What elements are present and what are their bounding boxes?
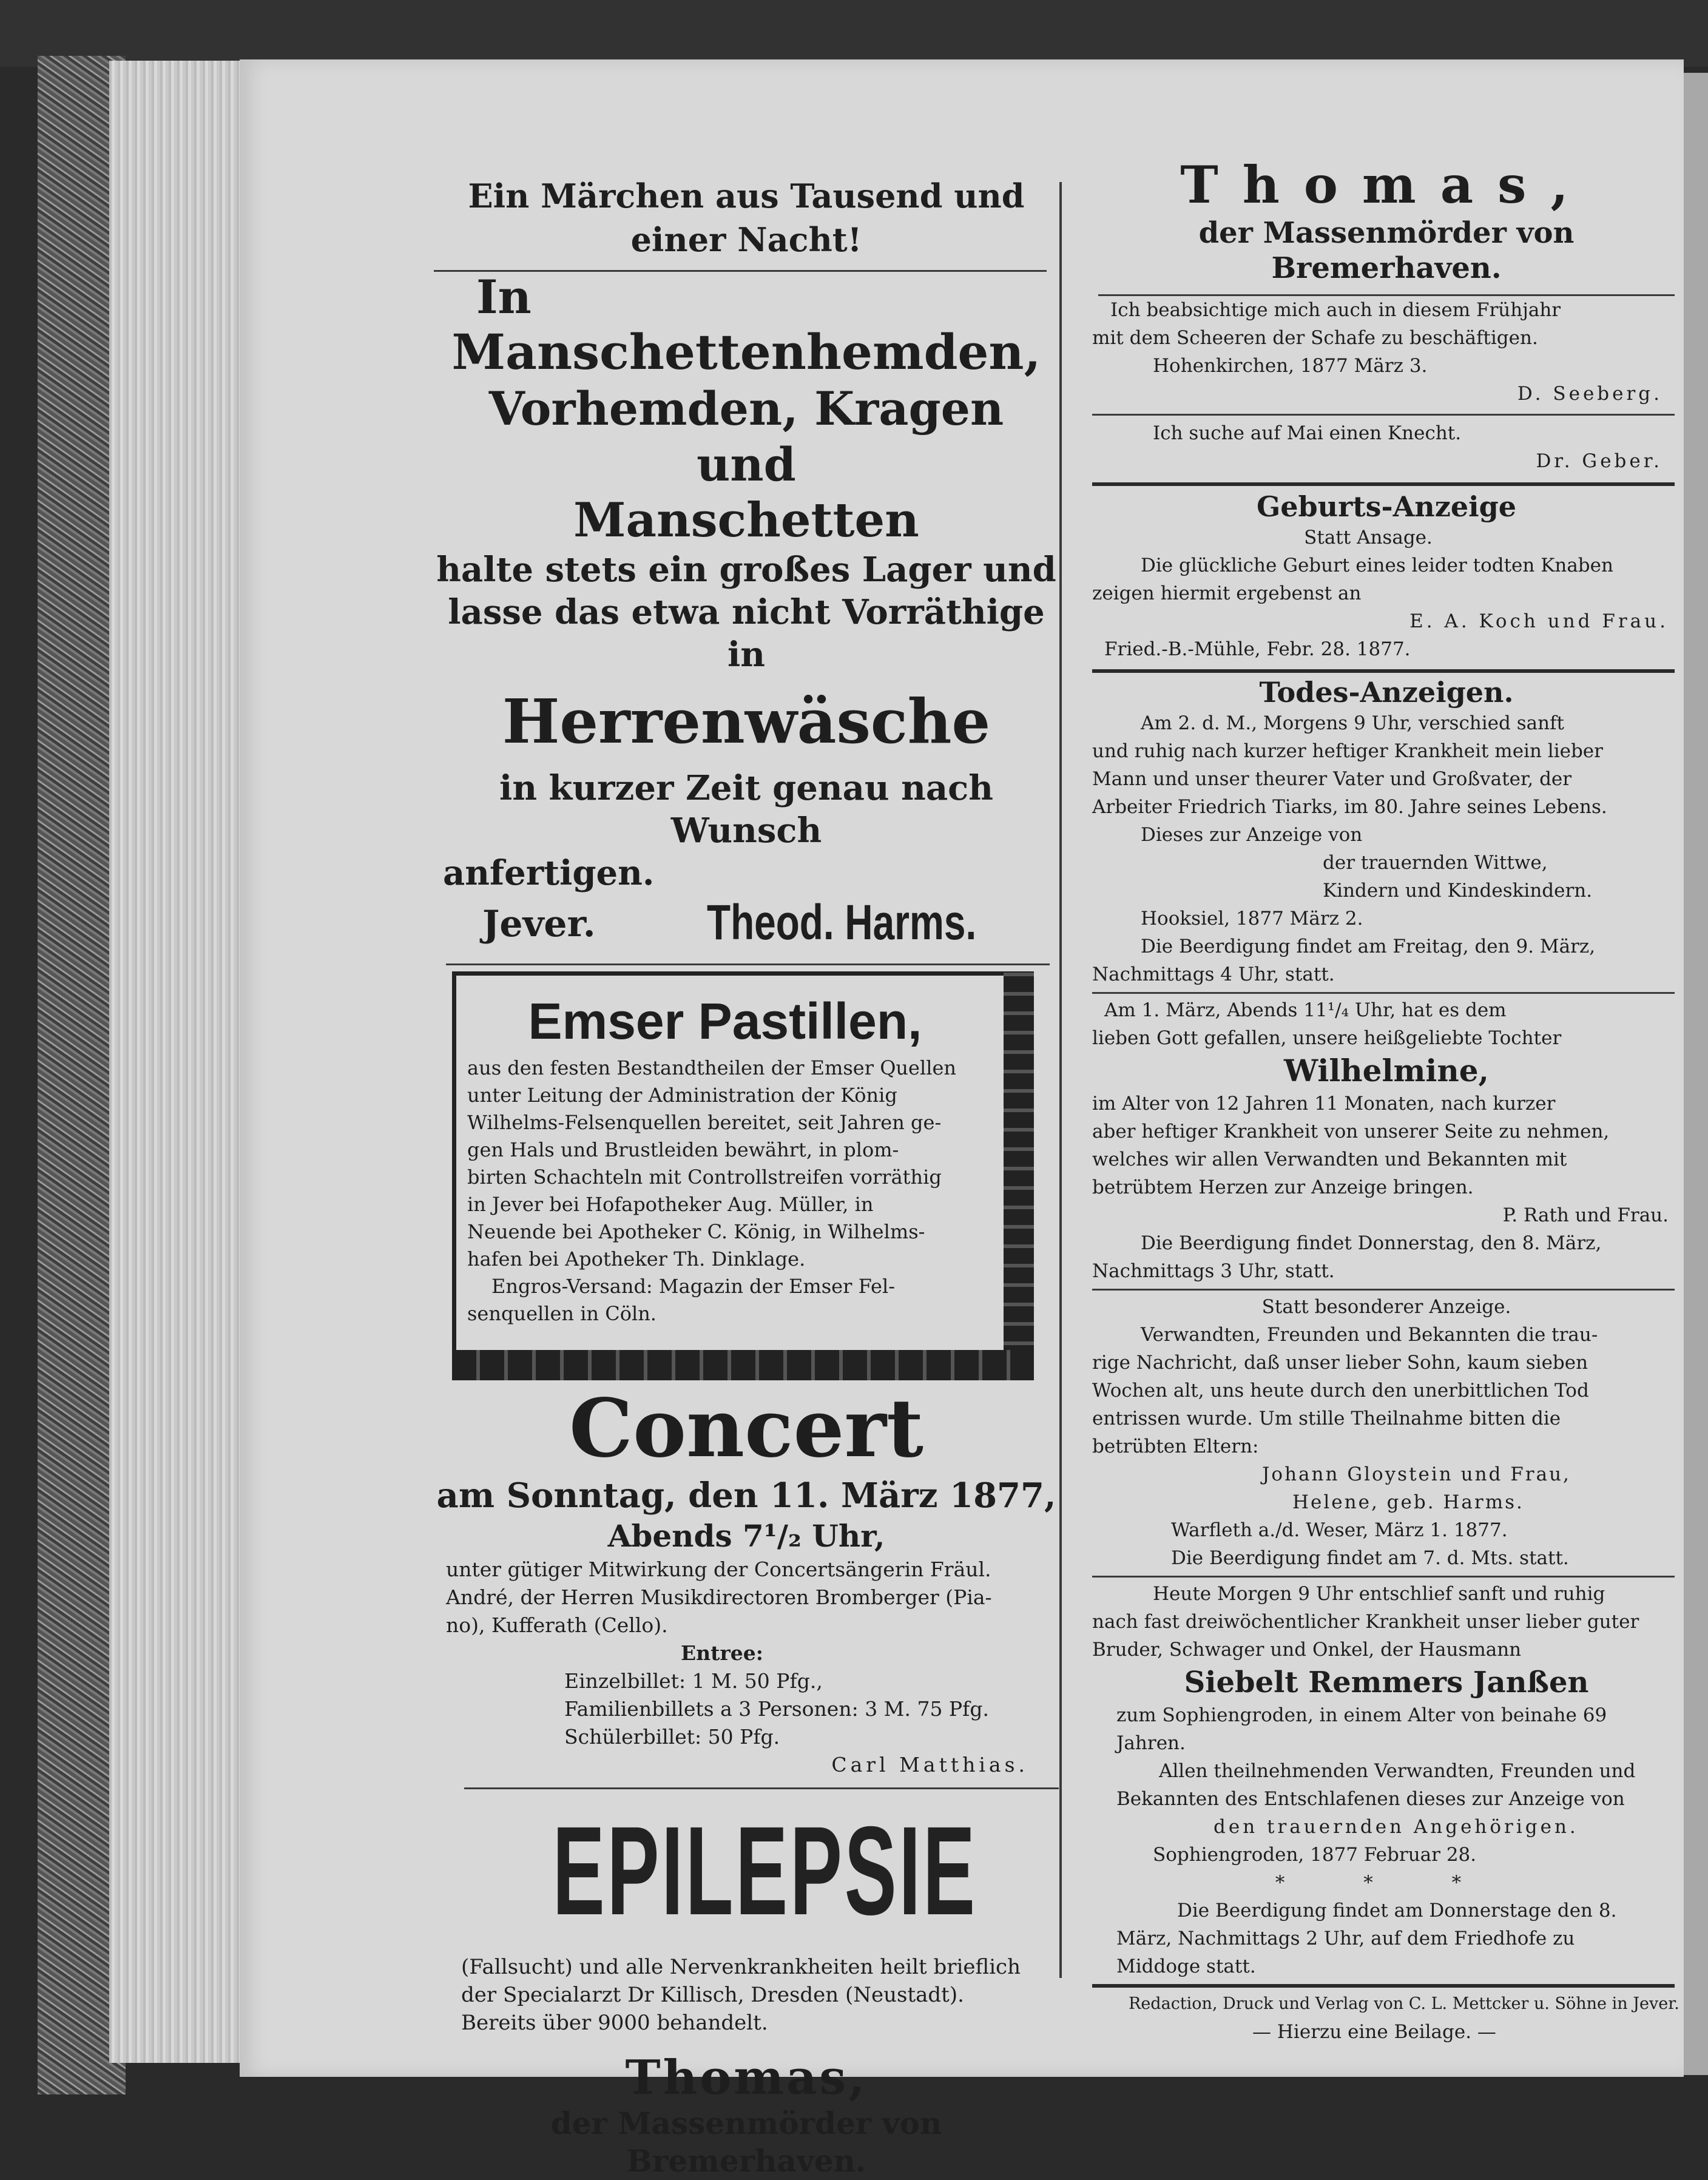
thomas-ad-bottom xyxy=(434,2051,1059,2180)
janssen-notice xyxy=(1092,1580,1681,1980)
rule xyxy=(1092,1576,1675,1578)
body-line: Arbeiter Friedrich Tiarks, im 80. Jahre seines Lebens. xyxy=(1092,796,1607,818)
body-line: Jahren. xyxy=(1116,1732,1186,1754)
body-line: lieben Gott gefallen, unsere heißgeliebte Tochter xyxy=(1092,1027,1562,1049)
scan-background xyxy=(0,0,1708,67)
body-line: Die Beerdigung findet am Donnerstage den 8. xyxy=(1177,1900,1617,1922)
body-line: Sophiengroden, 1877 Februar 28. xyxy=(1153,1844,1477,1866)
body-line: hafen bei Apotheker Th. Dinklage. xyxy=(467,1247,806,1271)
price-line: Familienbillets a 3 Personen: 3 M. 75 Pfg. xyxy=(564,1697,989,1721)
merchant-name: Theod. Harms. xyxy=(707,895,977,950)
body-line: Die Beerdigung findet Donnerstag, den 8. März, xyxy=(1141,1232,1602,1254)
right-column xyxy=(1086,155,1687,2043)
section-title: Todes-Anzeigen. xyxy=(1259,676,1514,709)
body-line: Am 2. d. M., Morgens 9 Uhr, verschied sanft xyxy=(1141,712,1565,734)
concert-time: Abends 7¹/₂ Uhr, xyxy=(607,1518,885,1554)
body-line: Die Beerdigung findet am 7. d. Mts. statt. xyxy=(1171,1547,1569,1569)
concert-date: am Sonntag, den 11. März 1877, xyxy=(436,1476,1056,1516)
seeberg-notice xyxy=(1092,296,1681,408)
heading-line: einer Nacht! xyxy=(630,220,862,259)
body-line: Warfleth a./d. Weser, März 1. 1877. xyxy=(1171,1519,1508,1541)
body-line: Ich suche auf Mai einen Knecht. xyxy=(1153,422,1462,444)
section-title: Geburts-Anzeige xyxy=(1256,490,1517,523)
thomas-title: Thomas, xyxy=(1180,155,1593,215)
body-line: Allen theilnehmenden Verwandten, Freunden und xyxy=(1159,1760,1636,1782)
ad-line: Manschetten xyxy=(573,493,919,548)
body-line: entrissen wurde. Um stille Theilnahme bitten die xyxy=(1092,1408,1561,1429)
body-line: birten Schachteln mit Controllstreifen vorräthig xyxy=(467,1166,942,1189)
body-line: der Specialarzt Dr Killisch, Dresden (Neustadt). xyxy=(461,1983,964,2007)
body-line: Dieses zur Anzeige von xyxy=(1141,824,1363,846)
body-line: no), Kufferath (Cello). xyxy=(446,1613,668,1637)
page-stack-edges xyxy=(109,61,250,2063)
body-line: Fried.-B.-Mühle, Febr. 28. 1877. xyxy=(1104,638,1411,660)
imprint-footer xyxy=(1092,1990,1681,2046)
epilepsie-title: EPILEPSIE xyxy=(552,1801,977,1942)
body-line: Heute Morgen 9 Uhr entschlief sanft und ruhig xyxy=(1153,1583,1605,1605)
body-line: Bereits über 9000 behandelt. xyxy=(461,2011,768,2035)
body-line: unter gütiger Mitwirkung der Concertsängerin Fräul. xyxy=(446,1557,991,1581)
signature: D. Seeberg. xyxy=(1517,383,1662,405)
right-page-edge xyxy=(1684,73,1708,2075)
emser-text xyxy=(467,988,983,1328)
price-line: Einzelbillet: 1 M. 50 Pfg., xyxy=(564,1669,823,1693)
body-line: und ruhig nach kurzer heftiger Krankheit mein lieber xyxy=(1092,740,1603,762)
concert-title: Concert xyxy=(569,1382,923,1476)
body-line: März, Nachmittags 2 Uhr, auf dem Friedhofe zu xyxy=(1116,1928,1575,1949)
deceased-name: Wilhelmine, xyxy=(1284,1053,1489,1088)
body-line: Nachmittags 4 Uhr, statt. xyxy=(1092,963,1335,985)
geber-notice xyxy=(1092,419,1681,475)
column-divider xyxy=(1059,182,1062,1978)
ornamental-border xyxy=(452,1350,1034,1380)
rule xyxy=(1092,1289,1675,1291)
body-line: in Jever bei Hofapotheker Aug. Müller, in xyxy=(467,1193,874,1216)
body-line: senquellen in Cöln. xyxy=(467,1302,657,1325)
body-line: André, der Herren Musikdirectoren Bromberger (Pia- xyxy=(446,1585,992,1609)
ad-line: halte stets ein großes Lager und xyxy=(436,550,1056,590)
body-line: Hohenkirchen, 1877 März 3. xyxy=(1153,355,1428,377)
epilepsie-body xyxy=(461,1953,1059,2037)
signature: den trauernden Angehörigen. xyxy=(1213,1816,1579,1838)
body-line: Engros-Versand: Magazin der Emser Fel- xyxy=(491,1275,896,1298)
body-line: Mann und unser theurer Vater und Großvater, der xyxy=(1092,768,1572,790)
signature: P. Rath und Frau. xyxy=(1502,1204,1669,1226)
body-line: Bruder, Schwager und Onkel, der Hausmann xyxy=(1092,1639,1522,1661)
body-line: Nachmittags 3 Uhr, statt. xyxy=(1092,1260,1335,1282)
ad-line: Manschettenhemden, xyxy=(451,323,1041,380)
body-line: Die glückliche Geburt eines leider todten Knaben xyxy=(1141,555,1613,576)
body-line: mit dem Scheeren der Schafe zu beschäftigen. xyxy=(1092,327,1538,349)
rule xyxy=(1092,414,1675,416)
thomas-ad-top xyxy=(1086,155,1687,286)
epilepsie-advertisement xyxy=(434,1789,1059,2037)
maerchen-heading xyxy=(434,174,1059,262)
body-line: Verwandten, Freunden und Bekannten die trau- xyxy=(1141,1324,1598,1346)
rule xyxy=(1092,669,1675,673)
entree-heading: Entree: xyxy=(681,1641,763,1665)
body-line: Statt Ansage. xyxy=(1304,527,1433,548)
ornamental-border xyxy=(1004,971,1034,1380)
wilhelmine-notice xyxy=(1092,996,1681,1285)
concert-advertisement xyxy=(434,1383,1059,1779)
harms-signature xyxy=(434,894,1059,955)
body-line: aber heftiger Krankheit von unserer Seite zu nehmen, xyxy=(1092,1121,1610,1142)
ad-line: lasse das etwa nicht Vorräthige in xyxy=(448,592,1045,675)
ad-line: in kurzer Zeit genau nach Wunsch xyxy=(499,768,993,851)
deceased-name: Siebelt Remmers Janßen xyxy=(1184,1665,1589,1699)
thomas-title: Thomas, xyxy=(625,2050,868,2105)
asterisk-separator: * * * xyxy=(1275,1872,1498,1894)
ad-line: In xyxy=(476,270,532,324)
price-line: Schülerbillet: 50 Pfg. xyxy=(564,1725,780,1749)
rule xyxy=(1092,1984,1675,1988)
body-line: (Fallsucht) und alle Nervenkrankheiten heilt brieflich xyxy=(461,1955,1021,1979)
body-line: nach fast dreiwöchentlicher Krankheit unser lieber guter xyxy=(1092,1611,1639,1633)
body-line: betrübten Eltern: xyxy=(1092,1436,1259,1457)
section-title: Statt besonderer Anzeige. xyxy=(1261,1296,1511,1318)
body-line: Bekannten des Entschlafenen dieses zur Anzeige von xyxy=(1116,1788,1625,1810)
body-line: Am 1. März, Abends 11¹/₄ Uhr, hat es dem xyxy=(1104,999,1507,1021)
body-line: Kindern und Kindeskindern. xyxy=(1323,880,1593,902)
body-line: rige Nachricht, daß unser lieber Sohn, kaum sieben xyxy=(1092,1352,1588,1374)
emser-pastillen-ad xyxy=(452,971,1034,1380)
signature: Johann Gloystein und Frau, xyxy=(1262,1463,1571,1485)
body-line: Hooksiel, 1877 März 2. xyxy=(1141,908,1363,930)
todes-anzeigen xyxy=(1092,675,1681,988)
beilage-note: — Hierzu eine Beilage. — xyxy=(1252,2021,1496,2043)
concert-body xyxy=(446,1556,1059,1779)
ad-body xyxy=(467,1055,983,1328)
body-line: Ich beabsichtige mich auch in diesem Frühjahr xyxy=(1110,299,1561,321)
body-line: Wilhelms-Felsenquellen bereitet, seit Jahren ge- xyxy=(467,1111,942,1134)
body-line: Middoge statt. xyxy=(1116,1956,1256,1977)
body-line: unter Leitung der Administration der König xyxy=(467,1084,897,1107)
body-line: im Alter von 12 Jahren 11 Monaten, nach kurzer xyxy=(1092,1093,1556,1115)
imprint: Redaction, Druck und Verlag von C. L. Mettcker u. Söhne in Jever. xyxy=(1129,1994,1679,2013)
body-line: betrübtem Herzen zur Anzeige bringen. xyxy=(1092,1176,1474,1198)
thomas-subtitle: der Massenmörder von Bremerhaven. xyxy=(1198,216,1575,285)
rule xyxy=(446,963,1050,965)
ad-line: Herrenwäsche xyxy=(502,686,991,757)
body-line: zum Sophiengroden, in einem Alter von beinahe 69 xyxy=(1116,1704,1607,1726)
place: Jever. xyxy=(482,903,596,945)
harms-advertisement xyxy=(434,272,1059,955)
ad-line: Vorhemden, Kragen und xyxy=(488,382,1004,491)
ad-line: anfertigen. xyxy=(443,853,655,893)
heading-line: Ein Märchen aus Tausend und xyxy=(468,177,1025,215)
body-line: aus den festen Bestandtheilen der Emser Quellen xyxy=(467,1056,956,1079)
body-line: Die Beerdigung findet am Freitag, den 9. März, xyxy=(1141,936,1596,957)
left-column xyxy=(434,161,1059,2179)
right-notices xyxy=(1086,296,1687,2046)
body-line: Wochen alt, uns heute durch den unerbittlichen Tod xyxy=(1092,1380,1589,1402)
signature: Carl Matthias. xyxy=(831,1753,1028,1777)
ad-title: Emser Pastillen, xyxy=(528,993,922,1050)
body-line: welches wir allen Verwandten und Bekannten mit xyxy=(1092,1149,1567,1170)
rule xyxy=(1092,482,1675,486)
body-line: zeigen hiermit ergebenst an xyxy=(1092,582,1362,604)
signature: Dr. Geber. xyxy=(1536,450,1662,472)
signature: E. A. Koch und Frau. xyxy=(1409,610,1669,632)
body-line: gen Hals und Brustleiden bewährt, in plom- xyxy=(467,1138,899,1161)
rule xyxy=(1092,992,1675,994)
thomas-subtitle: der Massenmörder von Bremerhaven. xyxy=(550,2105,942,2179)
body-line: Neuende bei Apotheker C. König, in Wilhelms- xyxy=(467,1220,925,1243)
body-line: der trauernden Wittwe, xyxy=(1323,852,1548,874)
signature: Helene, geb. Harms. xyxy=(1292,1491,1524,1513)
gloystein-notice xyxy=(1092,1293,1681,1572)
geburts-anzeige xyxy=(1092,490,1681,663)
